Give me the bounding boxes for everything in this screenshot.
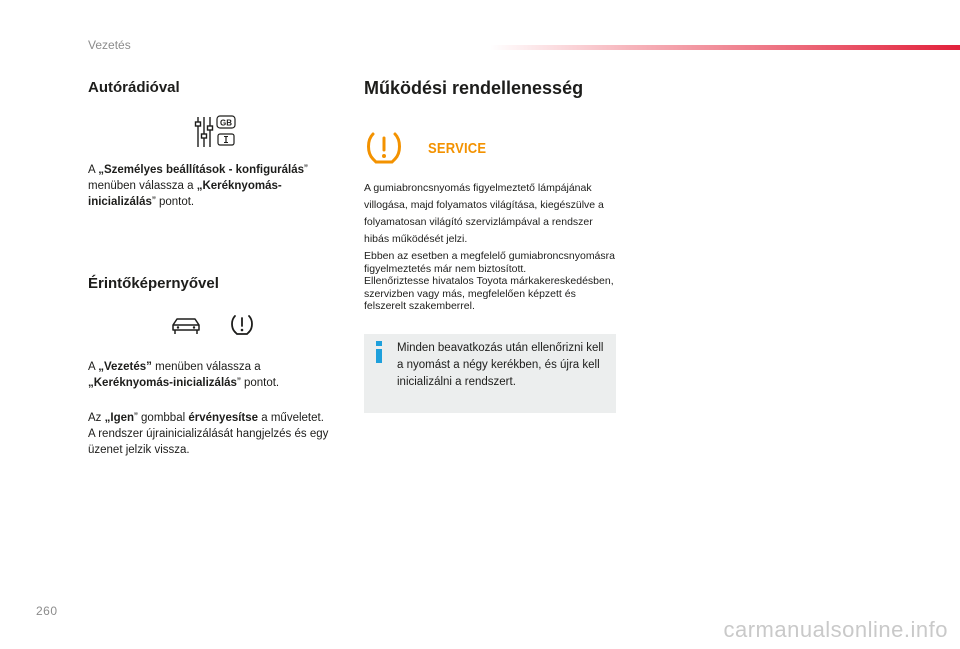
- gb-badge-icon: [216, 115, 236, 149]
- page-number: 260: [36, 604, 58, 618]
- touch-instruction-2: Az „Igen” gombbal érvényesítse a műveletet. A rendszer újrainicializálását hangjelzés és egy üzenet jelzik vissza.: [88, 412, 329, 456]
- watermark: carmanualsonline.info: [723, 617, 948, 642]
- heading-radio: Autórádióval: [88, 79, 180, 96]
- header-accent-line: [490, 45, 960, 50]
- car-icon: [170, 315, 202, 337]
- section-label: Vezetés: [88, 38, 131, 52]
- info-icon: [372, 341, 386, 363]
- malfunction-description: A gumiabroncsnyomás figyelmeztető lámpájának villogása, majd folyamatos világítása, kiegészülve a folyamatosan világító szervizlámpával a rendszer hibás működését jelzi.: [364, 182, 604, 245]
- malfunction-advice: Ebben az esetben a megfelelő gumiabroncsnyomásra figyelmeztetés már nem biztosított. Ellenőriztesse hivatalos Toyota márkakereskedésben, szervizben vagy más, megfelelően képzett és felszerelt szakemberrel.: [364, 250, 615, 312]
- heading-touchscreen: Érintőképernyővel: [88, 275, 219, 292]
- radio-instruction: A „Személyes beállítások - konfigurálás” menüben válassza a „Keréknyomás-inicializálás” pontot.: [88, 164, 308, 208]
- info-note: Minden beavatkozás után ellenőrizni kell a nyomást a négy kerékben, és újra kell inicializálni a rendszert.: [397, 342, 604, 388]
- svg-text:GB: GB: [220, 118, 232, 128]
- heading-malfunction: Működési rendellenesség: [364, 78, 584, 98]
- service-label: SERVICE: [428, 139, 487, 157]
- tire-pressure-warning-icon: [229, 313, 255, 337]
- tire-pressure-warning-icon-orange: [364, 131, 404, 167]
- touch-instruction-1: A „Vezetés” menüben válassza a „Keréknyomás-inicializálás” pontot.: [88, 361, 280, 389]
